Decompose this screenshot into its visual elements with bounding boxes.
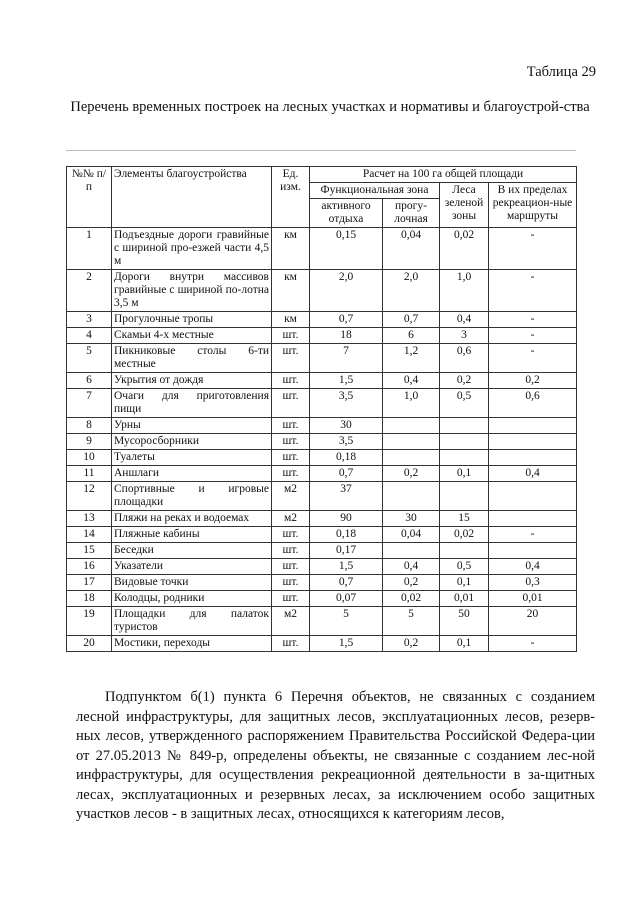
- table-row: [67, 591, 577, 607]
- header-num: №№ п/п: [67, 167, 112, 228]
- header-routes: В их пределах рекреацион-ные маршруты: [489, 183, 577, 228]
- row-walk: 0,2: [383, 466, 440, 482]
- row-element: Аншлаги: [112, 466, 272, 482]
- header-functional-zone: Функциональная зона: [310, 183, 440, 199]
- row-active: 0,07: [310, 591, 383, 607]
- row-routes: [489, 543, 577, 559]
- table-row: [67, 466, 577, 482]
- row-walk: [383, 418, 440, 434]
- row-unit: м2: [272, 607, 310, 636]
- row-routes: [489, 418, 577, 434]
- row-element: Подъездные дороги гравийные с шириной про-езжей части 4,5 м: [112, 228, 272, 270]
- row-unit: шт.: [272, 527, 310, 543]
- row-green: [440, 543, 489, 559]
- row-routes: 0,4: [489, 466, 577, 482]
- row-number: 7: [67, 389, 112, 418]
- row-routes: -: [489, 228, 577, 270]
- row-number: 15: [67, 543, 112, 559]
- row-number: 12: [67, 482, 112, 511]
- row-element: Пляжные кабины: [112, 527, 272, 543]
- row-walk: 0,2: [383, 636, 440, 652]
- row-walk: 0,4: [383, 559, 440, 575]
- table-row: [67, 527, 577, 543]
- row-green: 50: [440, 607, 489, 636]
- row-unit: шт.: [272, 434, 310, 450]
- row-element: Указатели: [112, 559, 272, 575]
- row-element: Спортивные и игровые площадки: [112, 482, 272, 511]
- row-element: Колодцы, родники: [112, 591, 272, 607]
- row-unit: м2: [272, 511, 310, 527]
- row-routes: [489, 450, 577, 466]
- row-number: 20: [67, 636, 112, 652]
- row-number: 2: [67, 270, 112, 312]
- row-routes: 0,2: [489, 373, 577, 389]
- row-walk: 6: [383, 328, 440, 344]
- table-row: [67, 543, 577, 559]
- table-row: [67, 575, 577, 591]
- row-element: Пляжи на реках и водоемах: [112, 511, 272, 527]
- row-unit: шт.: [272, 575, 310, 591]
- row-element: Беседки: [112, 543, 272, 559]
- row-element: Пикниковые столы 6-ти местные: [112, 344, 272, 373]
- row-element: Урны: [112, 418, 272, 434]
- row-routes: 20: [489, 607, 577, 636]
- row-green: 0,5: [440, 389, 489, 418]
- row-unit: шт.: [272, 328, 310, 344]
- header-active: активного отдыха: [310, 199, 383, 228]
- row-number: 4: [67, 328, 112, 344]
- row-green: 0,02: [440, 527, 489, 543]
- table-row: [67, 373, 577, 389]
- row-active: 37: [310, 482, 383, 511]
- row-routes: -: [489, 328, 577, 344]
- row-green: [440, 450, 489, 466]
- table-row: [67, 559, 577, 575]
- row-routes: 0,3: [489, 575, 577, 591]
- row-active: 30: [310, 418, 383, 434]
- row-routes: [489, 434, 577, 450]
- row-element: Скамьи 4-х местные: [112, 328, 272, 344]
- row-routes: -: [489, 344, 577, 373]
- table-row: [67, 450, 577, 466]
- row-number: 11: [67, 466, 112, 482]
- row-element: Площадки для палаток туристов: [112, 607, 272, 636]
- row-active: 0,15: [310, 228, 383, 270]
- row-unit: м2: [272, 482, 310, 511]
- row-walk: 2,0: [383, 270, 440, 312]
- row-number: 18: [67, 591, 112, 607]
- header-green-zone: Леса зеленой зоны: [440, 183, 489, 228]
- table-row: [67, 270, 577, 312]
- header-walk: прогу-лочная: [383, 199, 440, 228]
- row-active: 1,5: [310, 559, 383, 575]
- table-row: [67, 511, 577, 527]
- row-unit: шт.: [272, 543, 310, 559]
- row-active: 0,17: [310, 543, 383, 559]
- row-element: Туалеты: [112, 450, 272, 466]
- row-walk: [383, 482, 440, 511]
- row-routes: 0,4: [489, 559, 577, 575]
- row-green: 0,1: [440, 575, 489, 591]
- row-routes: 0,01: [489, 591, 577, 607]
- row-green: 0,4: [440, 312, 489, 328]
- row-element: Мостики, переходы: [112, 636, 272, 652]
- row-green: 0,02: [440, 228, 489, 270]
- row-active: 1,5: [310, 373, 383, 389]
- row-unit: шт.: [272, 344, 310, 373]
- amenities-table: [66, 166, 577, 652]
- row-green: [440, 434, 489, 450]
- row-walk: [383, 543, 440, 559]
- table-row: [67, 312, 577, 328]
- row-element: Дороги внутри массивов гравийные с шириной по-лотна 3,5 м: [112, 270, 272, 312]
- divider: [66, 150, 576, 151]
- row-element: Мусоросборники: [112, 434, 272, 450]
- row-number: 16: [67, 559, 112, 575]
- table-row: [67, 607, 577, 636]
- table-row: [67, 389, 577, 418]
- row-active: 3,5: [310, 434, 383, 450]
- table-row: [67, 228, 577, 270]
- row-routes: -: [489, 636, 577, 652]
- row-number: 9: [67, 434, 112, 450]
- row-walk: [383, 434, 440, 450]
- row-unit: шт.: [272, 559, 310, 575]
- row-active: 90: [310, 511, 383, 527]
- row-walk: [383, 450, 440, 466]
- row-green: 0,01: [440, 591, 489, 607]
- row-unit: шт.: [272, 450, 310, 466]
- row-unit: шт.: [272, 418, 310, 434]
- row-number: 10: [67, 450, 112, 466]
- row-unit: шт.: [272, 591, 310, 607]
- row-number: 1: [67, 228, 112, 270]
- row-unit: шт.: [272, 389, 310, 418]
- row-green: 3: [440, 328, 489, 344]
- row-green: 0,2: [440, 373, 489, 389]
- row-number: 6: [67, 373, 112, 389]
- row-walk: 0,02: [383, 591, 440, 607]
- row-active: 0,7: [310, 575, 383, 591]
- row-number: 5: [67, 344, 112, 373]
- header-elements: Элементы благоустройства: [112, 167, 272, 228]
- row-unit: шт.: [272, 636, 310, 652]
- row-unit: шт.: [272, 373, 310, 389]
- row-routes: -: [489, 527, 577, 543]
- row-walk: 1,0: [383, 389, 440, 418]
- row-active: 3,5: [310, 389, 383, 418]
- row-walk: 1,2: [383, 344, 440, 373]
- row-number: 14: [67, 527, 112, 543]
- row-active: 18: [310, 328, 383, 344]
- row-number: 13: [67, 511, 112, 527]
- row-element: Прогулочные тропы: [112, 312, 272, 328]
- row-walk: 30: [383, 511, 440, 527]
- row-active: 5: [310, 607, 383, 636]
- row-green: 1,0: [440, 270, 489, 312]
- row-walk: 0,4: [383, 373, 440, 389]
- row-walk: 0,04: [383, 228, 440, 270]
- row-green: [440, 482, 489, 511]
- row-routes: -: [489, 270, 577, 312]
- table-title: Перечень временных построек на лесных участках и нормативы и благоустрой-ства: [70, 99, 590, 115]
- header-unit: Ед. изм.: [272, 167, 310, 228]
- row-walk: 0,04: [383, 527, 440, 543]
- header-calc: Расчет на 100 га общей площади: [310, 167, 577, 183]
- table-row: [67, 434, 577, 450]
- row-green: 0,1: [440, 466, 489, 482]
- row-active: 0,18: [310, 527, 383, 543]
- row-active: 7: [310, 344, 383, 373]
- row-number: 3: [67, 312, 112, 328]
- row-element: Укрытия от дождя: [112, 373, 272, 389]
- table-row: [67, 636, 577, 652]
- row-routes: -: [489, 312, 577, 328]
- row-routes: [489, 511, 577, 527]
- row-green: 0,6: [440, 344, 489, 373]
- row-element: Видовые точки: [112, 575, 272, 591]
- table-row: [67, 328, 577, 344]
- table-caption: Таблица 29: [526, 64, 596, 80]
- row-green: 0,5: [440, 559, 489, 575]
- row-element: Очаги для приготовления пищи: [112, 389, 272, 418]
- row-walk: 5: [383, 607, 440, 636]
- body-paragraph-text: Подпунктом б(1) пункта 6 Перечня объектов, не связанных с созданием лесной инфраструктуры, для защитных лесов, эксплуатационных лесов, резерв-ных лесов, утвержденного распоряжением Правительства Российской Федера-ции от 27.05.2013 № 849-р, определены объекты, не связанные с созданием лес-ной инфраструктуры, для осуществления рекреационной деятельности в за-щитных лесах, эксплуатационных и резервных лесах, за исключением особо защитных участков лесов - в защитных лесах, относящихся к категориям лесов,: [76, 689, 595, 822]
- row-active: 2,0: [310, 270, 383, 312]
- row-number: 17: [67, 575, 112, 591]
- row-unit: шт.: [272, 466, 310, 482]
- row-active: 0,7: [310, 466, 383, 482]
- row-number: 8: [67, 418, 112, 434]
- row-unit: км: [272, 270, 310, 312]
- row-walk: 0,2: [383, 575, 440, 591]
- row-green: 15: [440, 511, 489, 527]
- row-walk: 0,7: [383, 312, 440, 328]
- row-unit: км: [272, 312, 310, 328]
- row-routes: 0,6: [489, 389, 577, 418]
- row-active: 0,7: [310, 312, 383, 328]
- row-routes: [489, 482, 577, 511]
- row-active: 0,18: [310, 450, 383, 466]
- table-row: [67, 344, 577, 373]
- table-row: [67, 418, 577, 434]
- body-paragraph: [76, 688, 595, 825]
- row-number: 19: [67, 607, 112, 636]
- row-active: 1,5: [310, 636, 383, 652]
- table-row: [67, 482, 577, 511]
- row-unit: км: [272, 228, 310, 270]
- row-green: [440, 418, 489, 434]
- row-green: 0,1: [440, 636, 489, 652]
